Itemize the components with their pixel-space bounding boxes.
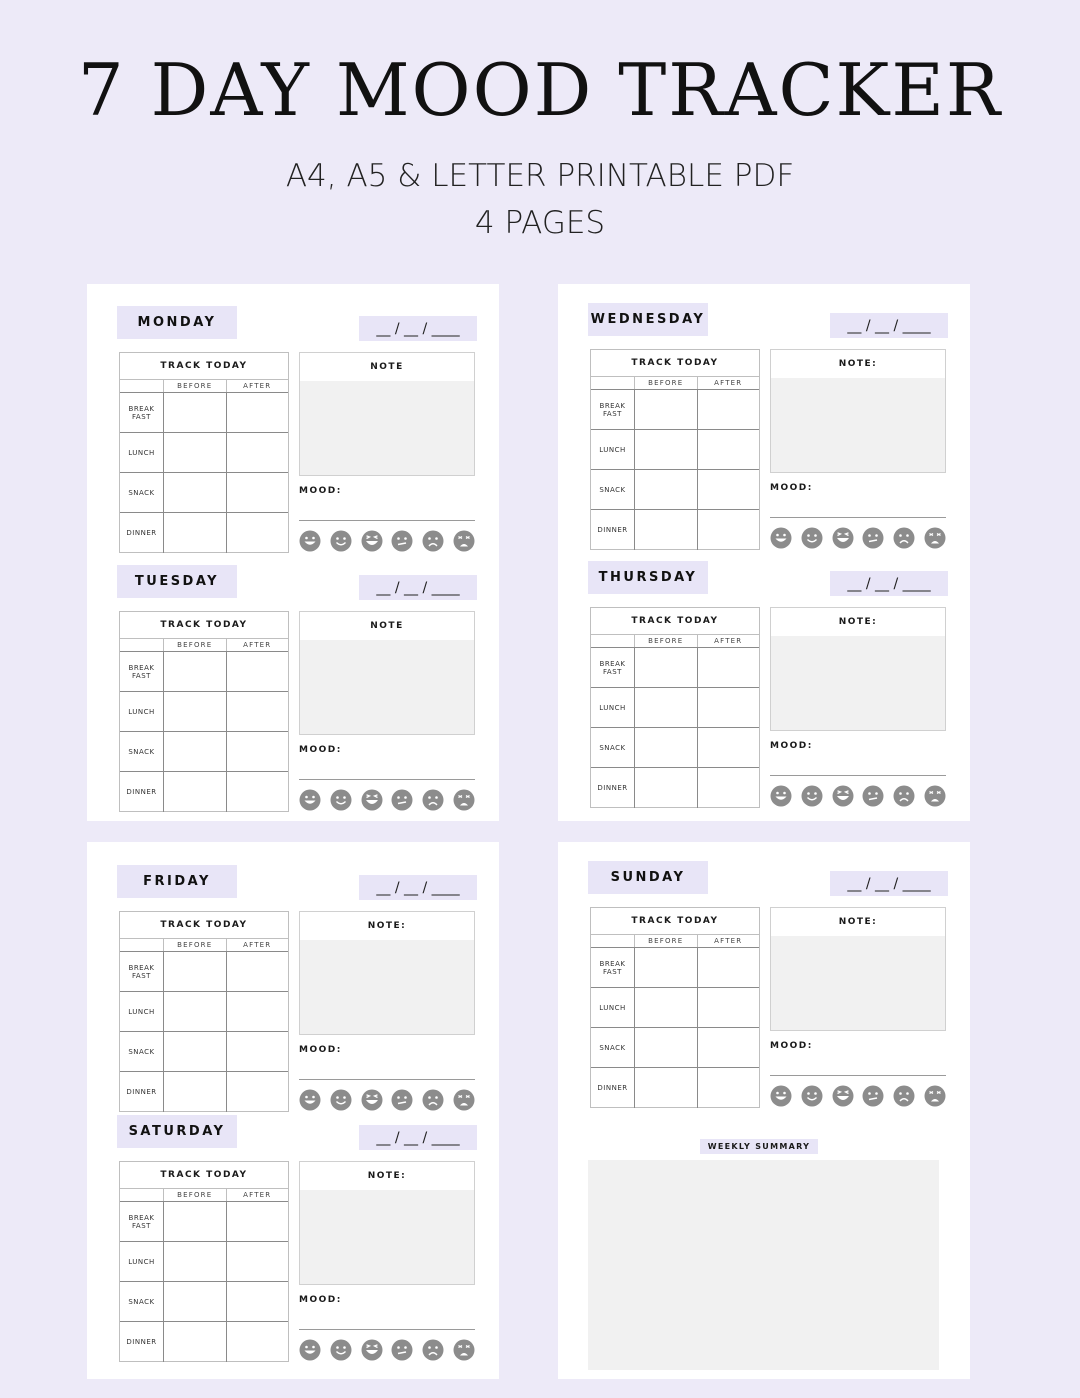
meal-label: BREAK FAST: [591, 948, 635, 987]
mood-label: MOOD:: [299, 1045, 342, 1055]
meal-label: LUNCH: [120, 1242, 164, 1281]
mood-label: MOOD:: [299, 486, 342, 496]
meal-label: DINNER: [120, 1322, 164, 1362]
grinning-face-icon[interactable]: [770, 527, 792, 549]
after-cell[interactable]: [698, 988, 760, 1027]
planner-page-3: [87, 842, 499, 1379]
meal-label: SNACK: [120, 1032, 164, 1071]
meal-row: [120, 1072, 288, 1112]
grinning-face-icon[interactable]: [299, 1339, 321, 1361]
meal-row: [591, 1028, 759, 1068]
meal-row: [120, 393, 288, 433]
before-cell[interactable]: [164, 1202, 227, 1241]
date-field[interactable]: __ / __ / ____: [359, 875, 477, 900]
meal-label: SNACK: [591, 470, 635, 509]
note-box: [299, 911, 475, 1035]
date-field[interactable]: __ / __ / ____: [830, 313, 948, 338]
after-cell[interactable]: [698, 688, 760, 727]
angry-face-icon[interactable]: [924, 1085, 946, 1107]
after-column-header: AFTER: [243, 382, 272, 390]
track-today-table: [119, 352, 289, 553]
note-box: [770, 349, 946, 473]
angry-face-icon[interactable]: [453, 1089, 475, 1111]
track-today-header: TRACK TODAY: [591, 350, 759, 377]
note-box: [299, 611, 475, 735]
meal-label: DINNER: [120, 513, 164, 553]
meal-label: DINNER: [591, 1068, 635, 1108]
page-title: 7 DAY MOOD TRACKER: [77, 48, 1003, 132]
track-today-table: [590, 349, 760, 550]
laughing-face-icon[interactable]: [361, 1339, 383, 1361]
meal-row: [120, 692, 288, 732]
meal-row: [591, 390, 759, 430]
after-cell[interactable]: [227, 772, 289, 812]
meal-label: LUNCH: [591, 988, 635, 1027]
mood-faces: [770, 527, 946, 549]
after-cell[interactable]: [698, 1028, 760, 1067]
note-box: [299, 352, 475, 476]
track-today-header: TRACK TODAY: [120, 353, 288, 380]
meal-row: [120, 433, 288, 473]
after-cell[interactable]: [227, 732, 289, 771]
after-column-header: AFTER: [714, 379, 743, 387]
note-area[interactable]: [771, 636, 945, 730]
day-label: TUESDAY: [117, 565, 237, 598]
before-cell[interactable]: [635, 988, 698, 1027]
before-column-header: BEFORE: [635, 635, 698, 647]
before-cell[interactable]: [164, 772, 227, 812]
mood-faces: [299, 789, 475, 811]
neutral-face-icon[interactable]: [862, 785, 884, 807]
track-today-header: TRACK TODAY: [591, 608, 759, 635]
note-label: NOTE:: [771, 908, 945, 936]
meal-label: SNACK: [591, 1028, 635, 1067]
after-cell[interactable]: [227, 1072, 289, 1112]
before-column-header: BEFORE: [164, 639, 227, 651]
neutral-face-icon[interactable]: [391, 1089, 413, 1111]
after-cell[interactable]: [227, 1202, 289, 1241]
meal-row: [120, 473, 288, 513]
note-box: [770, 907, 946, 1031]
meal-label: LUNCH: [591, 688, 635, 727]
after-cell[interactable]: [698, 648, 760, 687]
after-column-header: AFTER: [243, 641, 272, 649]
meal-row: [120, 652, 288, 692]
meal-label: SNACK: [120, 473, 164, 512]
mood-label: MOOD:: [299, 745, 342, 755]
subtitle-pages: 4 PAGES: [474, 205, 606, 241]
track-today-header: TRACK TODAY: [120, 612, 288, 639]
meal-row: [120, 992, 288, 1032]
mood-label: MOOD:: [770, 483, 813, 493]
after-cell[interactable]: [227, 473, 289, 512]
track-today-table: [590, 607, 760, 808]
note-area[interactable]: [771, 936, 945, 1030]
weekly-summary-label: WEEKLY SUMMARY: [700, 1139, 818, 1154]
meal-row: [120, 1032, 288, 1072]
note-label: NOTE: [300, 612, 474, 640]
day-section-wednesday: [588, 303, 948, 553]
meal-row: [591, 768, 759, 808]
date-field[interactable]: __ / __ / ____: [359, 1125, 477, 1150]
mood-line[interactable]: [299, 1079, 475, 1080]
sad-face-icon[interactable]: [422, 530, 444, 552]
day-label: SATURDAY: [117, 1115, 237, 1148]
before-column-header: BEFORE: [164, 380, 227, 392]
grinning-face-icon[interactable]: [299, 1089, 321, 1111]
after-cell[interactable]: [227, 1032, 289, 1071]
track-today-table: [119, 1161, 289, 1362]
mood-faces: [299, 1339, 475, 1361]
meal-row: [120, 1242, 288, 1282]
meal-label: SNACK: [120, 1282, 164, 1321]
meal-row: [591, 470, 759, 510]
weekly-summary-area[interactable]: [588, 1160, 939, 1370]
before-column-header: BEFORE: [635, 377, 698, 389]
sad-face-icon[interactable]: [893, 527, 915, 549]
grinning-face-icon[interactable]: [770, 785, 792, 807]
smiling-face-icon[interactable]: [801, 527, 823, 549]
note-label: NOTE:: [300, 912, 474, 940]
after-cell[interactable]: [698, 1068, 760, 1108]
meal-row: [120, 772, 288, 812]
before-column-header: BEFORE: [635, 935, 698, 947]
sad-face-icon[interactable]: [893, 1085, 915, 1107]
track-today-header: TRACK TODAY: [120, 912, 288, 939]
day-section-friday: [117, 865, 477, 1115]
after-cell[interactable]: [698, 948, 760, 987]
mood-faces: [299, 530, 475, 552]
laughing-face-icon[interactable]: [361, 789, 383, 811]
before-cell[interactable]: [635, 768, 698, 808]
day-section-saturday: [117, 1115, 477, 1365]
before-cell[interactable]: [164, 1032, 227, 1071]
mood-faces: [770, 785, 946, 807]
after-cell[interactable]: [227, 992, 289, 1031]
note-area[interactable]: [300, 381, 474, 475]
day-label: MONDAY: [117, 306, 237, 339]
mood-line[interactable]: [770, 1075, 946, 1076]
meal-row: [120, 1322, 288, 1362]
before-cell[interactable]: [164, 1072, 227, 1112]
before-cell[interactable]: [635, 470, 698, 509]
before-cell[interactable]: [635, 728, 698, 767]
after-column-header: AFTER: [714, 637, 743, 645]
meal-label: BREAK FAST: [591, 648, 635, 687]
meal-row: [591, 1068, 759, 1108]
note-label: NOTE: [300, 353, 474, 381]
date-field[interactable]: __ / __ / ____: [359, 575, 477, 600]
meal-row: [591, 510, 759, 550]
smiling-face-icon[interactable]: [330, 789, 352, 811]
after-cell[interactable]: [227, 952, 289, 991]
mood-line[interactable]: [770, 517, 946, 518]
meal-row: [120, 1282, 288, 1322]
neutral-face-icon[interactable]: [862, 1085, 884, 1107]
meal-label: LUNCH: [120, 992, 164, 1031]
after-column-header: AFTER: [714, 937, 743, 945]
day-label: THURSDAY: [588, 561, 708, 594]
before-cell[interactable]: [635, 1068, 698, 1108]
note-area[interactable]: [300, 940, 474, 1034]
day-section-sunday: [588, 861, 948, 1111]
smiling-face-icon[interactable]: [330, 530, 352, 552]
meal-label: BREAK FAST: [591, 390, 635, 429]
after-cell[interactable]: [698, 390, 760, 429]
day-section-thursday: [588, 561, 948, 811]
meal-row: [591, 728, 759, 768]
meal-label: DINNER: [120, 772, 164, 812]
planner-page-2: [558, 284, 970, 821]
meal-label: SNACK: [120, 732, 164, 771]
day-label: WEDNESDAY: [588, 303, 708, 336]
laughing-face-icon[interactable]: [361, 1089, 383, 1111]
meal-label: BREAK FAST: [120, 952, 164, 991]
mood-line[interactable]: [299, 1329, 475, 1330]
before-cell[interactable]: [635, 688, 698, 727]
date-field[interactable]: __ / __ / ____: [830, 571, 948, 596]
before-cell[interactable]: [164, 952, 227, 991]
before-cell[interactable]: [164, 1322, 227, 1362]
note-area[interactable]: [771, 378, 945, 472]
after-cell[interactable]: [227, 1242, 289, 1281]
smiling-face-icon[interactable]: [801, 785, 823, 807]
after-cell[interactable]: [227, 692, 289, 731]
grinning-face-icon[interactable]: [299, 789, 321, 811]
mood-line[interactable]: [299, 779, 475, 780]
before-column-header: BEFORE: [164, 1189, 227, 1201]
after-column-header: AFTER: [243, 1191, 272, 1199]
mood-line[interactable]: [770, 775, 946, 776]
subtitle-formats: A4, A5 & LETTER PRINTABLE PDF: [285, 158, 795, 194]
before-column-header: BEFORE: [164, 939, 227, 951]
angry-face-icon[interactable]: [453, 1339, 475, 1361]
note-area[interactable]: [300, 1190, 474, 1284]
before-cell[interactable]: [164, 513, 227, 553]
day-label: FRIDAY: [117, 865, 237, 898]
after-cell[interactable]: [698, 768, 760, 808]
after-column-header: AFTER: [243, 941, 272, 949]
laughing-face-icon[interactable]: [361, 530, 383, 552]
angry-face-icon[interactable]: [924, 785, 946, 807]
before-cell[interactable]: [164, 473, 227, 512]
mood-label: MOOD:: [770, 1041, 813, 1051]
track-today-table: [590, 907, 760, 1108]
note-box: [299, 1161, 475, 1285]
angry-face-icon[interactable]: [924, 527, 946, 549]
laughing-face-icon[interactable]: [832, 1085, 854, 1107]
meal-row: [120, 513, 288, 553]
track-today-table: [119, 911, 289, 1112]
angry-face-icon[interactable]: [453, 530, 475, 552]
smiling-face-icon[interactable]: [330, 1339, 352, 1361]
meal-label: DINNER: [591, 768, 635, 808]
note-box: [770, 607, 946, 731]
after-cell[interactable]: [698, 430, 760, 469]
smiling-face-icon[interactable]: [330, 1089, 352, 1111]
mood-line[interactable]: [299, 520, 475, 521]
neutral-face-icon[interactable]: [862, 527, 884, 549]
meal-row: [591, 948, 759, 988]
before-cell[interactable]: [635, 648, 698, 687]
meal-label: LUNCH: [120, 433, 164, 472]
neutral-face-icon[interactable]: [391, 789, 413, 811]
note-label: NOTE:: [300, 1162, 474, 1190]
mood-label: MOOD:: [770, 741, 813, 751]
before-cell[interactable]: [164, 1282, 227, 1321]
angry-face-icon[interactable]: [453, 789, 475, 811]
before-cell[interactable]: [164, 652, 227, 691]
laughing-face-icon[interactable]: [832, 785, 854, 807]
planner-page-4: [558, 842, 970, 1379]
meal-row: [120, 952, 288, 992]
meal-label: BREAK FAST: [120, 652, 164, 691]
day-section-monday: [117, 306, 477, 556]
before-cell[interactable]: [164, 1242, 227, 1281]
meal-row: [591, 430, 759, 470]
grinning-face-icon[interactable]: [299, 530, 321, 552]
track-today-header: TRACK TODAY: [120, 1162, 288, 1189]
before-cell[interactable]: [635, 948, 698, 987]
after-cell[interactable]: [698, 510, 760, 550]
mood-label: MOOD:: [299, 1295, 342, 1305]
meal-row: [591, 988, 759, 1028]
note-label: NOTE:: [771, 350, 945, 378]
smiling-face-icon[interactable]: [801, 1085, 823, 1107]
meal-label: DINNER: [120, 1072, 164, 1112]
track-today-header: TRACK TODAY: [591, 908, 759, 935]
meal-label: BREAK FAST: [120, 1202, 164, 1241]
meal-label: LUNCH: [120, 692, 164, 731]
before-cell[interactable]: [164, 732, 227, 771]
day-section-tuesday: [117, 565, 477, 815]
before-cell[interactable]: [164, 692, 227, 731]
after-cell[interactable]: [227, 393, 289, 432]
sad-face-icon[interactable]: [422, 789, 444, 811]
after-cell[interactable]: [227, 652, 289, 691]
before-cell[interactable]: [635, 390, 698, 429]
mood-faces: [770, 1085, 946, 1107]
date-field[interactable]: __ / __ / ____: [830, 871, 948, 896]
sad-face-icon[interactable]: [893, 785, 915, 807]
meal-label: BREAK FAST: [120, 393, 164, 432]
after-cell[interactable]: [227, 1282, 289, 1321]
after-cell[interactable]: [227, 513, 289, 553]
neutral-face-icon[interactable]: [391, 1339, 413, 1361]
before-cell[interactable]: [164, 393, 227, 432]
meal-label: LUNCH: [591, 430, 635, 469]
after-cell[interactable]: [698, 728, 760, 767]
meal-label: SNACK: [591, 728, 635, 767]
before-cell[interactable]: [635, 510, 698, 550]
after-cell[interactable]: [227, 433, 289, 472]
meal-row: [591, 648, 759, 688]
track-today-table: [119, 611, 289, 812]
mood-faces: [299, 1089, 475, 1111]
before-cell[interactable]: [635, 1028, 698, 1067]
grinning-face-icon[interactable]: [770, 1085, 792, 1107]
after-cell[interactable]: [227, 1322, 289, 1362]
neutral-face-icon[interactable]: [391, 530, 413, 552]
before-cell[interactable]: [164, 992, 227, 1031]
meal-row: [120, 732, 288, 772]
before-cell[interactable]: [635, 430, 698, 469]
laughing-face-icon[interactable]: [832, 527, 854, 549]
planner-page-1: [87, 284, 499, 821]
sad-face-icon[interactable]: [422, 1089, 444, 1111]
note-label: NOTE:: [771, 608, 945, 636]
after-cell[interactable]: [698, 470, 760, 509]
weekly-summary: [588, 1138, 939, 1370]
meal-row: [120, 1202, 288, 1242]
date-field[interactable]: __ / __ / ____: [359, 316, 477, 341]
meal-label: DINNER: [591, 510, 635, 550]
meal-row: [591, 688, 759, 728]
before-cell[interactable]: [164, 433, 227, 472]
day-label: SUNDAY: [588, 861, 708, 894]
sad-face-icon[interactable]: [422, 1339, 444, 1361]
note-area[interactable]: [300, 640, 474, 734]
